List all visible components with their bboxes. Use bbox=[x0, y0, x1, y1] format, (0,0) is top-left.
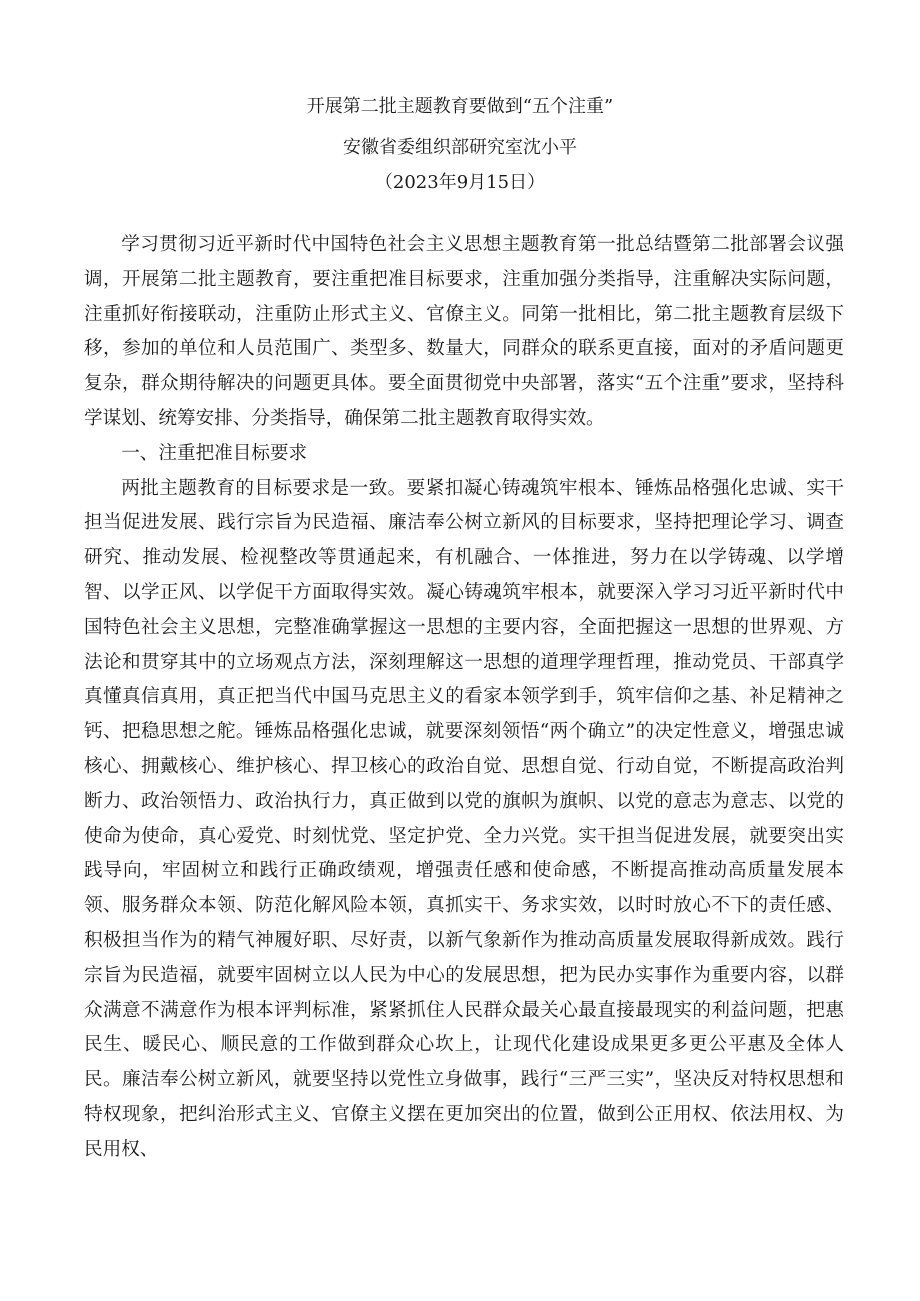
paragraph-body: 两批主题教育的目标要求是一致。要紧扣凝心铸魂筑牢根本、锤炼品格强化忠诚、实干担当促进发展、践行宗旨为民造福、廉洁奉公树立新风的目标要求，坚持把理论学习、调查研究、推动发展、检视整改等贯通起来，有机融合、一体推进，努力在以学铸魂、以学增智、以学正风、以学促干方面取得实效。凝心铸魂筑牢根本，就要深入学习习近平新时代中国特色社会主义思想，完整准确掌握这一思想的主要内容，全面把握这一思想的世界观、方法论和贯穿其中的立场观点方法，深刻理解这一思想的道理学理哲理，推动党员、干部真学真懂真信真用，真正把当代中国马克思主义的看家本领学到手，筑牢信仰之基、补足精神之钙、把稳思想之舵。锤炼品格强化忠诚，就要深刻领悟“两个确立”的决定性意义，增强忠诚核心、拥戴核心、维护核心、捍卫核心的政治自觉、思想自觉、行动自觉，不断提高政治判断力、政治领悟力、政治执行力，真正做到以党的旗帜为旗帜、以党的意志为意志、以党的使命为使命，真心爱党、时刻忧党、坚定护党、全力兴党。实干担当促进发展，就要突出实践导向，牢固树立和践行正确政绩观，增强责任感和使命感，不断提高推动高质量发展本领、服务群众本领、防范化解风险本领，真抓实干、务求实效，以时时放心不下的责任感、积极担当作为的精气神履好职、尽好责，以新气象新作为推动高质量发展取得新成效。践行宗旨为民造福，就要牢固树立以人民为中心的发展思想，把为民办实事作为重要内容，以群众满意不满意作为根本评判标准，紧紧抓住人民群众最关心最直接最现实的利益问题，把惠民生、暖民心、顺民意的工作做到群众心坎上，让现代化建设成果更多更公平惠及全体人民。廉洁奉公树立新风，就要坚持以党性立身做事，践行“三严三实”，坚决反对特权思想和特权现象，把纠治形式主义、官僚主义摆在更加突出的位置，做到公正用权、依法用权、为民用权、 bbox=[84, 477, 844, 1160]
section-heading: 一、注重把准目标要求 bbox=[121, 442, 308, 464]
document-body bbox=[84, 228, 844, 1168]
document-title: 开展第二批主题教育要做到“五个注重” bbox=[306, 96, 614, 117]
paragraph-intro: 学习贯彻习近平新时代中国特色社会主义思想主题教育第一批总结暨第二批部署会议强调，开展第二批主题教育，要注重把准目标要求，注重加强分类指导，注重解决实际问题，注重抓好衔接联动，注重防止形式主义、官僚主义。同第一批相比，第二批主题教育层级下移，参加的单位和人员范围广、类型多、数量大，同群众的联系更直接，面对的矛盾问题更复杂，群众期待解决的问题更具体。要全面贯彻党中央部署，落实“五个注重”要求，坚持科学谋划、统筹安排、分类指导，确保第二批主题教育取得实效。 bbox=[84, 234, 844, 429]
document-author: 安徽省委组织部研究室沈小平 bbox=[343, 137, 577, 158]
document-date: （2023年9月15日） bbox=[374, 172, 546, 193]
